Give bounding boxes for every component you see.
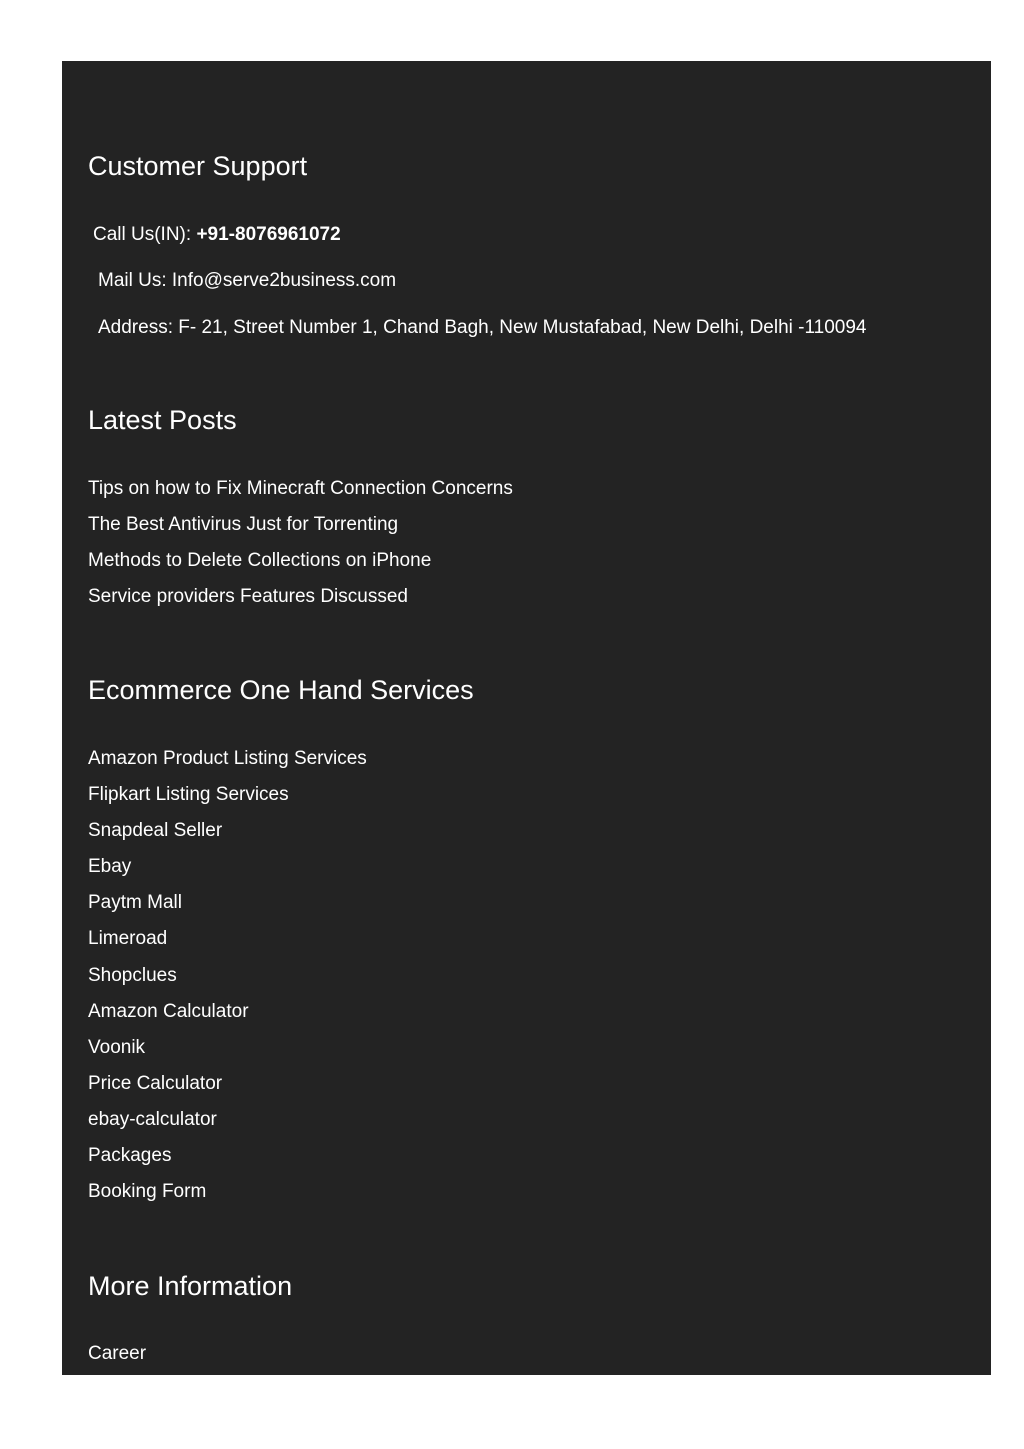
service-link[interactable]: Snapdeal Seller (88, 820, 223, 842)
post-link[interactable]: Methods to Delete Collections on iPhone (88, 550, 432, 572)
phone-number-link[interactable]: +91-8076961072 (196, 224, 341, 245)
list-item (88, 855, 367, 891)
footer (62, 61, 991, 1375)
service-link[interactable]: Amazon Product Listing Services (88, 748, 367, 769)
service-link[interactable]: ebay-calculator (88, 1108, 217, 1130)
ecommerce-services-list (88, 747, 367, 1216)
service-link[interactable]: Booking Form (88, 1181, 207, 1203)
latest-posts-list (88, 477, 513, 621)
list-item (88, 549, 513, 585)
post-link[interactable]: Service providers Features Discussed (88, 586, 408, 608)
list-item (88, 964, 367, 1000)
info-link[interactable]: Career (88, 1343, 147, 1364)
latest-posts-heading: Latest Posts (88, 405, 237, 435)
list-item (88, 1072, 367, 1108)
list-item (88, 1000, 367, 1036)
more-information-heading: More Information (88, 1271, 293, 1301)
service-link[interactable]: Paytm Mall (88, 892, 182, 914)
mail-us-line (98, 269, 396, 293)
call-us-label: Call Us(IN): (93, 224, 197, 245)
list-item (88, 477, 513, 513)
service-link[interactable]: Amazon Calculator (88, 1000, 249, 1022)
service-link[interactable]: Flipkart Listing Services (88, 784, 289, 806)
list-item (88, 1144, 367, 1180)
email-link[interactable]: Info@serve2business.com (171, 270, 397, 291)
list-item (88, 927, 367, 963)
list-item (88, 1180, 367, 1216)
service-link[interactable]: Limeroad (88, 928, 168, 950)
list-item (88, 891, 367, 927)
list-item (88, 585, 513, 621)
service-link[interactable]: Ebay (88, 856, 132, 878)
call-us-line (93, 223, 341, 247)
list-item (88, 1342, 146, 1375)
list-item (88, 1036, 367, 1072)
service-link[interactable]: Price Calculator (88, 1072, 223, 1094)
address-text: Address: F- 21, Street Number 1, Chand Bagh, New Mustafabad, New Delhi, Delhi -110094 (98, 317, 867, 338)
service-link[interactable]: Shopclues (88, 964, 177, 986)
list-item (88, 783, 367, 819)
list-item (88, 1108, 367, 1144)
post-link[interactable]: Tips on how to Fix Minecraft Connection Concerns (88, 478, 513, 499)
ecommerce-services-heading: Ecommerce One Hand Services (88, 675, 474, 705)
post-link[interactable]: The Best Antivirus Just for Torrenting (88, 514, 399, 536)
list-item (88, 819, 367, 855)
more-information-list (88, 1342, 146, 1375)
list-item (88, 513, 513, 549)
service-link[interactable]: Voonik (88, 1036, 146, 1058)
service-link[interactable]: Packages (88, 1145, 172, 1167)
mail-us-label: Mail Us: (98, 270, 172, 291)
list-item (88, 747, 367, 783)
customer-support-heading: Customer Support (88, 151, 308, 181)
